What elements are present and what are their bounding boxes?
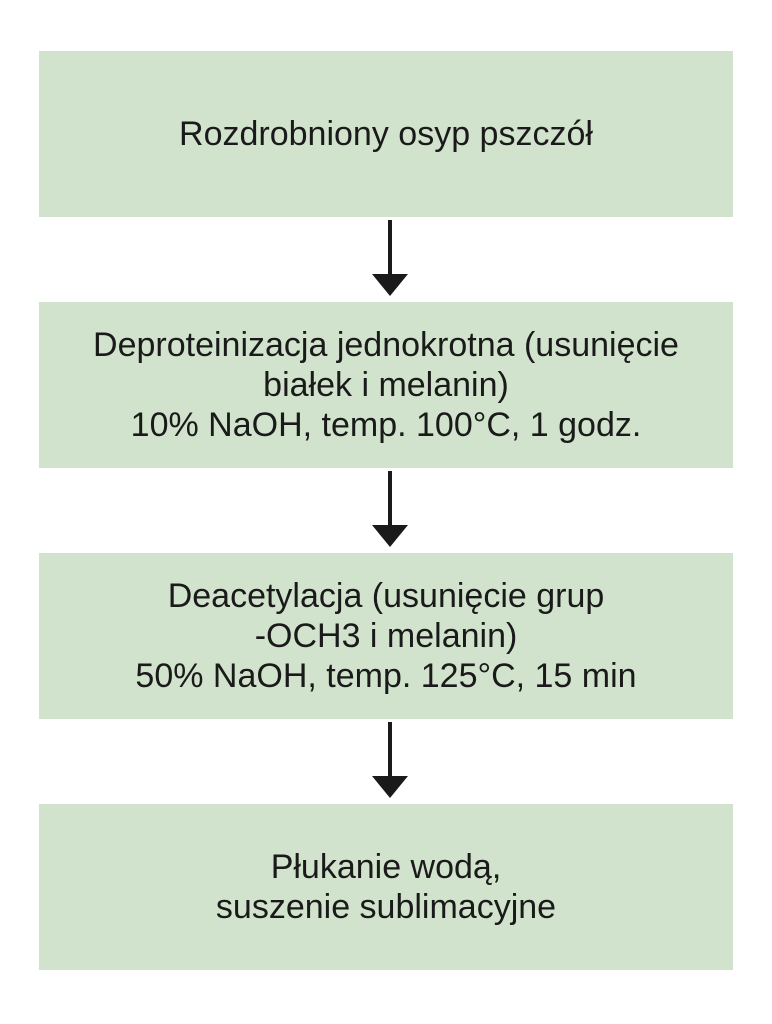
step-3-box xyxy=(39,553,733,719)
arrow-down-icon xyxy=(372,722,408,800)
step-3-line-2: -OCH3 i melanin) xyxy=(254,617,518,655)
step-2-line-1: Deproteinizacja jednokrotna (usunięcie xyxy=(93,326,679,364)
step-2-line-2: białek i melanin) xyxy=(263,366,509,404)
arrow-down-icon xyxy=(372,220,408,298)
step-4-line-1: Płukanie wodą, xyxy=(270,848,502,886)
step-4-box xyxy=(39,804,733,970)
step-4-line-2: suszenie sublimacyjne xyxy=(215,888,557,926)
step-3-line-3: 50% NaOH, temp. 125°C, 15 min xyxy=(135,657,637,695)
step-3-line-1: Deacetylacja (usunięcie grup xyxy=(167,577,605,615)
step-2-line-3: 10% NaOH, temp. 100°C, 1 godz. xyxy=(130,406,642,444)
step-2-box xyxy=(39,302,733,468)
step-1-box xyxy=(39,51,733,217)
arrow-down-icon xyxy=(372,471,408,549)
step-1-line-1: Rozdrobniony osyp pszczół xyxy=(179,115,593,153)
